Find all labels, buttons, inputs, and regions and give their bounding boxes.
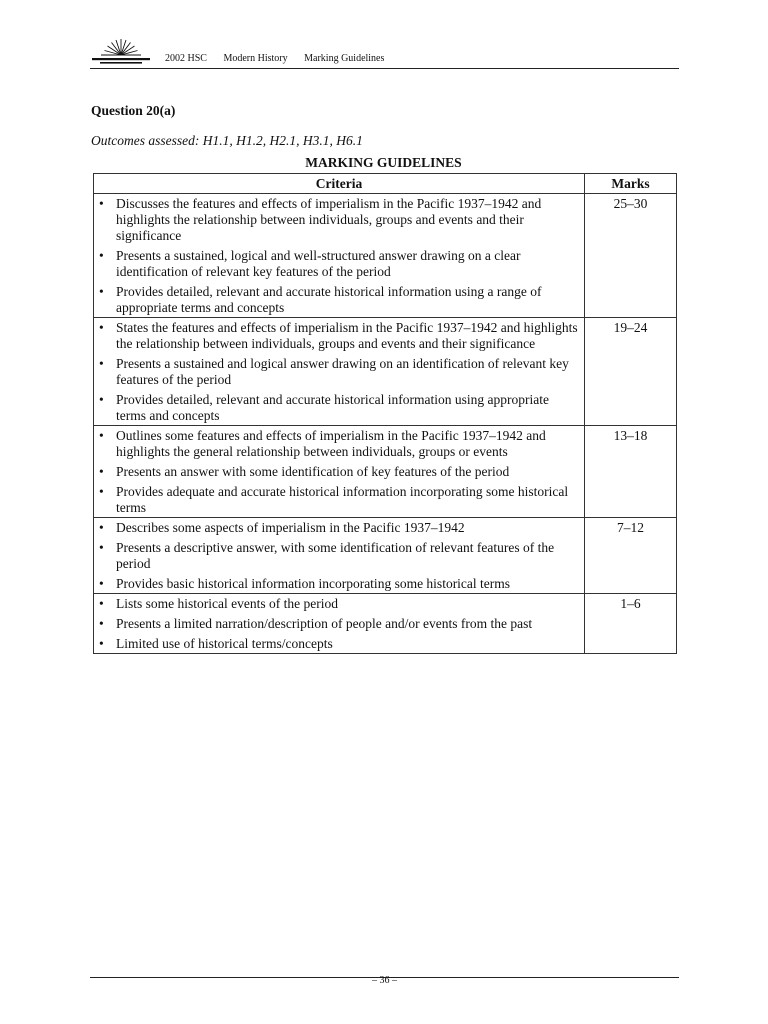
table-row [94, 194, 677, 318]
marking-guidelines-table [93, 173, 677, 654]
board-of-studies-logo [90, 36, 152, 66]
table-row [94, 318, 677, 426]
criteria-cell [94, 594, 585, 654]
marks-cell: 7–12 [585, 518, 677, 594]
header-text [165, 53, 398, 64]
criteria-item: • Outlines some features and effects of imperialism in the Pacific 1937–1942 and highlights the general relationship between individuals, groups or events [97, 428, 580, 460]
criteria-list [97, 520, 580, 592]
marks-header: Marks [585, 174, 677, 194]
criteria-item: • Presents a sustained, logical and well-structured answer drawing on a clear identification of relevant key features of the period [97, 248, 580, 280]
criteria-item: • Discusses the features and effects of imperialism in the Pacific 1937–1942 and highlights the relationship between individuals, groups and events and their significance [97, 196, 580, 244]
marking-guidelines-title: MARKING GUIDELINES [305, 155, 462, 170]
marks-cell: 25–30 [585, 194, 677, 318]
criteria-item: • Lists some historical events of the period [97, 596, 580, 612]
criteria-list [97, 428, 580, 516]
criteria-list [97, 196, 580, 316]
criteria-header: Criteria [94, 174, 585, 194]
criteria-item: • Presents a sustained and logical answer drawing on an identification of relevant key features of the period [97, 356, 580, 388]
marks-cell: 19–24 [585, 318, 677, 426]
criteria-item: • Describes some aspects of imperialism in the Pacific 1937–1942 [97, 520, 580, 536]
page-number: – 36 – [372, 975, 397, 986]
criteria-item: • States the features and effects of imperialism in the Pacific 1937–1942 and highlights the relationship between individuals, groups and events and their significance [97, 320, 580, 352]
outcomes-assessed: Outcomes assessed: H1.1, H1.2, H2.1, H3.1, H6.1 [91, 133, 363, 148]
criteria-cell [94, 194, 585, 318]
criteria-item: • Provides basic historical information incorporating some historical terms [97, 576, 580, 592]
table-row [94, 518, 677, 594]
criteria-item: • Limited use of historical terms/concepts [97, 636, 580, 652]
criteria-cell [94, 426, 585, 518]
page-header [90, 36, 679, 69]
criteria-cell [94, 518, 585, 594]
criteria-item: • Provides adequate and accurate historical information incorporating some historical terms [97, 484, 580, 516]
criteria-item: • Provides detailed, relevant and accurate historical information using a range of appropriate terms and concepts [97, 284, 580, 316]
header-doc-type: Marking Guidelines [304, 53, 385, 64]
criteria-list [97, 320, 580, 424]
table-header-row [94, 174, 677, 194]
marks-cell: 1–6 [585, 594, 677, 654]
criteria-item: • Provides detailed, relevant and accurate historical information using appropriate terms and concepts [97, 392, 580, 424]
table-row [94, 426, 677, 518]
criteria-item: • Presents a limited narration/description of people and/or events from the past [97, 616, 580, 632]
criteria-item: • Presents a descriptive answer, with some identification of relevant features of the period [97, 540, 580, 572]
header-year: 2002 HSC [165, 53, 207, 64]
question-title: Question 20(a) [91, 103, 176, 118]
criteria-item: • Presents an answer with some identification of key features of the period [97, 464, 580, 480]
criteria-list [97, 596, 580, 652]
header-subject: Modern History [223, 53, 288, 64]
table-row [94, 594, 677, 654]
marks-cell: 13–18 [585, 426, 677, 518]
criteria-cell [94, 318, 585, 426]
